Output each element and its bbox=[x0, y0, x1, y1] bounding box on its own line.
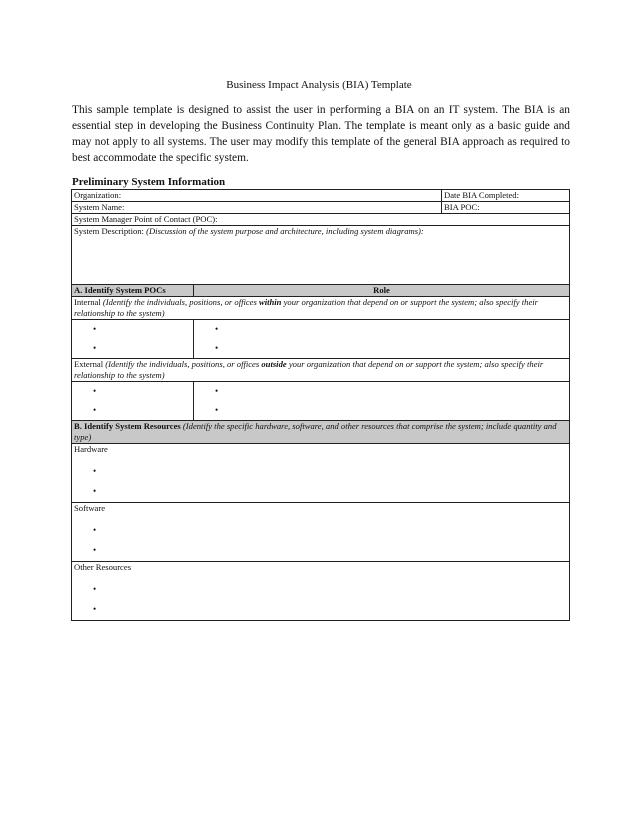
external-label: External bbox=[74, 359, 104, 369]
system-name-label: System Name: bbox=[74, 202, 125, 212]
software-list bbox=[74, 520, 567, 560]
bia-poc-field[interactable] bbox=[442, 202, 570, 214]
external-description bbox=[72, 359, 570, 382]
software-label: Software bbox=[74, 503, 106, 513]
bia-form-table bbox=[71, 189, 570, 621]
internal-poc-list bbox=[74, 320, 191, 358]
external-row bbox=[72, 359, 570, 382]
other-resources-field[interactable] bbox=[72, 562, 570, 621]
resources-header bbox=[72, 421, 570, 444]
intro-paragraph: This sample template is designed to assist the user in performing a BIA on an IT system. The BIA is an essential step in developing the Business Continuity Plan. The template is meant only as a basic guide and may not apply to all systems. The user may modify this template of the general BIA approach as required to best accommodate the specific system. bbox=[72, 104, 570, 164]
bia-poc-label: BIA POC: bbox=[444, 202, 480, 212]
list-item[interactable] bbox=[74, 461, 567, 481]
date-completed-field[interactable] bbox=[442, 190, 570, 202]
hardware-label: Hardware bbox=[74, 444, 108, 454]
list-item[interactable] bbox=[196, 382, 567, 401]
system-manager-field[interactable] bbox=[72, 214, 570, 226]
software-row bbox=[72, 503, 570, 562]
list-item[interactable] bbox=[74, 401, 191, 420]
resources-header-label: B. Identify System Resources bbox=[74, 421, 181, 431]
external-hint-emph: outside bbox=[261, 359, 287, 369]
external-hint-post: your organization that depend on or support the system; also specify their relationship to the system) bbox=[74, 359, 544, 380]
external-poc-cell[interactable] bbox=[72, 382, 194, 421]
other-resources-list bbox=[74, 579, 567, 619]
system-manager-label: System Manager Point of Contact (POC): bbox=[74, 214, 218, 224]
list-item[interactable] bbox=[74, 481, 567, 501]
list-item[interactable] bbox=[74, 339, 191, 358]
internal-poc-cell[interactable] bbox=[72, 320, 194, 359]
internal-hint-post: your organization that depend on or support the system; also specify their relationship to the system) bbox=[74, 297, 538, 318]
external-entry-row bbox=[72, 382, 570, 421]
system-description-field[interactable] bbox=[72, 226, 570, 285]
list-item[interactable] bbox=[74, 520, 567, 540]
list-item[interactable] bbox=[74, 579, 567, 599]
organization-row bbox=[72, 190, 570, 202]
other-resources-row bbox=[72, 562, 570, 621]
internal-role-cell[interactable] bbox=[194, 320, 570, 359]
list-item[interactable] bbox=[196, 401, 567, 420]
resources-header-hint: (Identify the specific hardware, software, and other resources that comprise the system; include quantity and type) bbox=[74, 421, 557, 442]
list-item[interactable] bbox=[196, 320, 567, 339]
list-item[interactable] bbox=[74, 599, 567, 619]
system-description-row bbox=[72, 226, 570, 285]
date-completed-label: Date BIA Completed: bbox=[444, 190, 519, 200]
other-resources-label: Other Resources bbox=[74, 562, 132, 572]
list-item[interactable] bbox=[196, 339, 567, 358]
document-title: Business Impact Analysis (BIA) Template bbox=[226, 79, 412, 91]
system-name-row bbox=[72, 202, 570, 214]
system-description-label: System Description: bbox=[74, 226, 144, 236]
internal-label: Internal bbox=[74, 297, 101, 307]
internal-description bbox=[72, 297, 570, 320]
hardware-row bbox=[72, 444, 570, 503]
list-item[interactable] bbox=[74, 540, 567, 560]
internal-hint-pre: (Identify the individuals, positions, or offices bbox=[102, 297, 259, 307]
resources-header-row bbox=[72, 421, 570, 444]
software-field[interactable] bbox=[72, 503, 570, 562]
internal-entry-row bbox=[72, 320, 570, 359]
hardware-field[interactable] bbox=[72, 444, 570, 503]
external-poc-list bbox=[74, 382, 191, 420]
list-item[interactable] bbox=[74, 382, 191, 401]
role-header: Role bbox=[194, 285, 570, 297]
system-description-hint: (Discussion of the system purpose and architecture, including system diagrams): bbox=[146, 226, 424, 236]
organization-label: Organization: bbox=[74, 190, 122, 200]
external-role-list bbox=[196, 382, 567, 420]
organization-field[interactable] bbox=[72, 190, 442, 202]
hardware-list bbox=[74, 461, 567, 501]
pocs-header: A. Identify System POCs bbox=[72, 285, 194, 297]
system-name-field[interactable] bbox=[72, 202, 442, 214]
external-role-cell[interactable] bbox=[194, 382, 570, 421]
internal-row bbox=[72, 297, 570, 320]
system-manager-row bbox=[72, 214, 570, 226]
list-item[interactable] bbox=[74, 320, 191, 339]
pocs-header-row bbox=[72, 285, 570, 297]
internal-hint-emph: within bbox=[259, 297, 282, 307]
external-hint-pre: (Identify the individuals, positions, or offices bbox=[105, 359, 262, 369]
internal-role-list bbox=[196, 320, 567, 358]
section-heading: Preliminary System Information bbox=[72, 176, 226, 188]
